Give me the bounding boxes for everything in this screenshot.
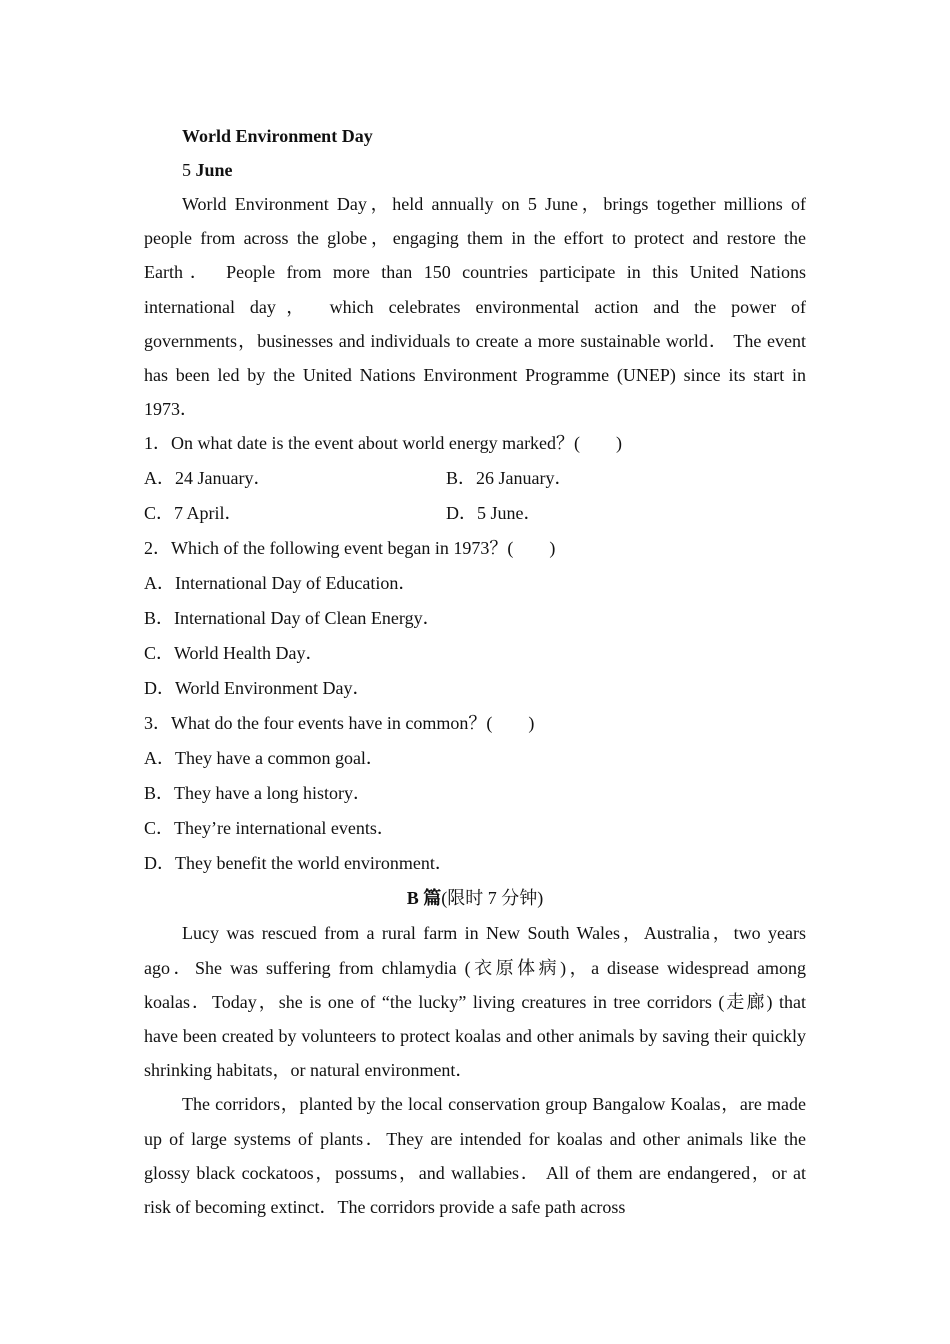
question-3-option-d: D．They benefit the world environment． [144,853,453,874]
question-3-option-b: B．They have a long history． [144,783,371,804]
date-day: 5 [182,160,196,180]
question-3-option-a: A．They have a common goal． [144,748,384,769]
question-1-option-a: A．24 January． [144,468,272,489]
question-1-stem: 1．On what date is the event about world energy marked？( ) [144,433,623,454]
question-2-option-d: D．World Environment Day． [144,678,371,699]
passage-a-body: World Environment Day，held annually on 5 June，brings together millions of people from across the globe，engaging them in the effort to protect and restore the Earth． People from more than 150 countries participate in this United Nations international day， which celebrates environmental action and the power of governments，businesses and individuals to create a more sustainable world． The event has been led by the United Nations Environment Programme (UNEP) since its start in 1973． [144,194,806,420]
passage-a-date [144,153,806,187]
passage-b-paragraph-1: Lucy was rescued from a rural farm in New South Wales，Australia，two years ago．She was suffering from chlamydia (衣原体病)，a disease widespread among koalas．Today，she is one of “the lucky” living creatures in tree corridors (走廊) that have been created by volunteers to protect koalas and other animals by saving their quickly shrinking habitats，or natural environment． [144,923,806,1081]
question-1-option-d: D．5 June． [446,503,542,524]
document-content [144,119,806,1224]
passage-b-time-limit: (限时 7 分钟) [441,888,544,909]
question-2-option-b: B．International Day of Clean Energy． [144,608,441,629]
question-3-stem: 3．What do the four events have in common？( ) [144,713,535,734]
question-2-option-a: A．International Day of Education． [144,573,417,594]
question-3-option-c: C．They’re international events． [144,818,395,839]
question-1-option-c: C．7 April． [144,503,243,524]
passage-b-heading-label: B 篇 [406,888,442,909]
passage-b-heading [144,881,806,916]
question-1-options-row-1 [144,461,806,496]
passage-b-paragraph-2: The corridors，planted by the local conservation group Bangalow Koalas，are made up of large systems of plants．They are intended for koalas and other animals like the glossy black cockatoos，possums，and wallabies． All of them are endangered，or at risk of becoming extinct．The corridors provide a safe path across [144,1094,806,1218]
question-1-options-row-2 [144,496,806,531]
question-2-option-c: C．World Health Day． [144,643,324,664]
passage-a-title: World Environment Day [182,126,373,146]
date-month: June [195,160,233,180]
question-1-option-b: B．26 January． [446,468,573,489]
question-2-stem: 2．Which of the following event began in 1973？( ) [144,538,556,559]
